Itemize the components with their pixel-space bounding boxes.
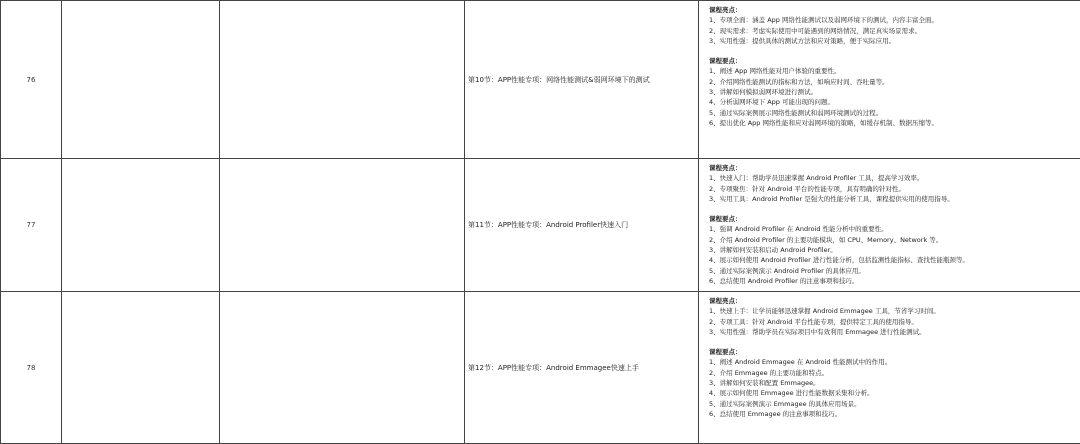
empty-cell: [220, 292, 465, 444]
points-heading: 课程要点：: [709, 214, 1080, 224]
lesson-detail-cell: [699, 1, 1080, 159]
highlight-line: 1、专项全面：涵盖 App 网络性能测试以及弱网环境下的测试，内容丰富全面。: [709, 15, 1080, 25]
point-line: 4、展示如何使用 Android Profiler 进行性能分析，包括监测性能指标、查找性能瓶颈等。: [709, 255, 1080, 265]
lesson-detail-cell: [699, 159, 1080, 292]
row-number-cell: 77: [1, 159, 62, 292]
point-line: 5、通过实际案例展示网络性能测试和弱网环境测试的过程。: [709, 108, 1080, 118]
lesson-detail-cell: [699, 292, 1080, 444]
point-line: 2、介绍 Android Profiler 的主要功能模块，如 CPU、Memory、Network 等。: [709, 235, 1080, 245]
empty-cell: [62, 1, 220, 159]
point-line: 6、总结使用 Android Profiler 的注意事项和技巧。: [709, 276, 1080, 286]
row-number-cell: 76: [1, 1, 62, 159]
highlight-line: 3、实用工具：Android Profiler 是强大的性能分析工具，课程提供实用的使用指导。: [709, 194, 1080, 204]
point-line: 4、分析弱网环境下 App 可能出现的问题。: [709, 97, 1080, 107]
point-line: 1、强调 Android Profiler 在 Android 性能分析中的重要性。: [709, 224, 1080, 234]
points-heading: 课程要点：: [709, 56, 1080, 66]
highlight-line: 2、专项工具：针对 Android 平台性能专项，提供特定工具的使用指导。: [709, 317, 1080, 327]
highlight-line: 1、快速入门：帮助学员迅速掌握 Android Profiler 工具，提高学习效率。: [709, 173, 1080, 183]
table-row: [1, 159, 1080, 292]
empty-cell: [220, 159, 465, 292]
point-line: 3、讲解如何安装和配置 Emmagee。: [709, 378, 1080, 388]
highlight-line: 2、现实需求：考虑实际使用中可能遇到的网络情况，满足真实场景需求。: [709, 26, 1080, 36]
empty-cell: [62, 159, 220, 292]
highlight-line: 3、实用性强：帮助学员在实际项目中有效利用 Emmagee 进行性能测试。: [709, 327, 1080, 337]
highlights-heading: 课程亮点：: [709, 163, 1080, 173]
point-line: 6、总结使用 Emmagee 的注意事项和技巧。: [709, 409, 1080, 419]
empty-cell: [220, 1, 465, 159]
table-row: [1, 1, 1080, 159]
point-line: 4、展示如何使用 Emmagee 进行性能数据采集和分析。: [709, 388, 1080, 398]
empty-cell: [62, 292, 220, 444]
points-heading: 课程要点：: [709, 347, 1080, 357]
highlight-line: 3、实用性强：提供具体的测试方法和应对策略，便于实际应用。: [709, 36, 1080, 46]
point-line: 5、通过实际案例演示 Emmagee 的具体应用场景。: [709, 399, 1080, 409]
point-line: 6、提出优化 App 网络性能和应对弱网环境的策略，如缓存机制、数据压缩等。: [709, 118, 1080, 128]
point-line: 2、介绍网络性能测试的指标和方法，如响应时间、吞吐量等。: [709, 77, 1080, 87]
point-line: 1、阐述 App 网络性能对用户体验的重要性。: [709, 66, 1080, 76]
lesson-title-cell: 第11节：APP性能专项：Android Profiler快速入门: [465, 159, 699, 292]
row-number-cell: 78: [1, 292, 62, 444]
point-line: 2、介绍 Emmagee 的主要功能和特点。: [709, 368, 1080, 378]
highlight-line: 2、专项聚焦：针对 Android 平台的性能专项，具有明确的针对性。: [709, 184, 1080, 194]
lesson-title-cell: 第10节：APP性能专项：网络性能测试&弱网环境下的测试: [465, 1, 699, 159]
point-line: 3、讲解如何安装和启动 Android Profiler。: [709, 245, 1080, 255]
point-line: 1、阐述 Android Emmagee 在 Android 性能测试中的作用。: [709, 357, 1080, 367]
point-line: 3、讲解如何模拟弱网环境进行测试。: [709, 87, 1080, 97]
highlights-heading: 课程亮点：: [709, 5, 1080, 15]
highlights-heading: 课程亮点：: [709, 296, 1080, 306]
highlight-line: 1、快速上手：让学员能够迅速掌握 Android Emmagee 工具，节省学习时间。: [709, 306, 1080, 316]
lesson-title-cell: 第12节：APP性能专项：Android Emmagee快速上手: [465, 292, 699, 444]
point-line: 5、通过实际案例演示 Android Profiler 的具体应用。: [709, 266, 1080, 276]
table-row: [1, 292, 1080, 444]
